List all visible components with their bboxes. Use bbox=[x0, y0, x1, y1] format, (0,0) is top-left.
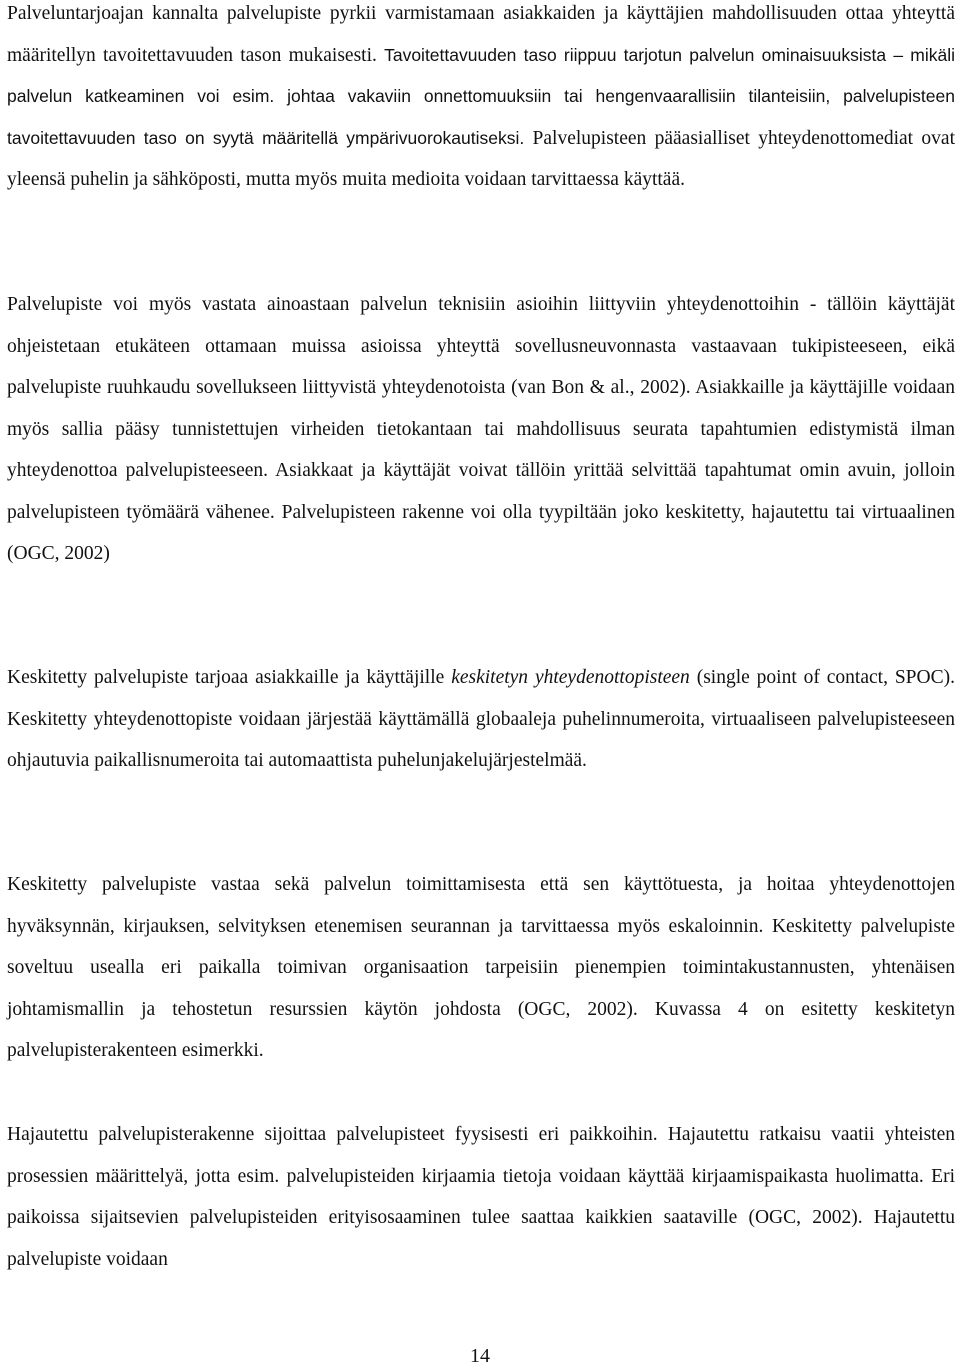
page-number: 14 bbox=[470, 1345, 490, 1367]
paragraph-3-emphasis: keskitetyn yhteydenottopisteen bbox=[451, 667, 690, 688]
paragraph-3-before: Keskitetty palvelupiste tarjoaa asiakkaille ja käyttäjille bbox=[7, 667, 452, 688]
paragraph-3 bbox=[7, 657, 955, 782]
paragraph-2: Palvelupiste voi myös vastata ainoastaan palvelun teknisiin asioihin liittyviin yhteydenottoihin - tällöin käyttäjät ohjeistetaan etukäteen ottamaan muissa asioissa yhteyttä sovellusneuvonnasta vastaavaan tukipisteeseen, eikä palvelupiste ruuhkaudu sovellukseen liittyvistä yhteydenotoista (van Bon & al., 2002). Asiakkaille ja käyttäjille voidaan myös sallia pääsy tunnistettujen virheiden tietokantaan tai mahdollisuus seurata tapahtumien edistymistä ilman yhteydenottoa palvelupisteeseen. Asiakkaat ja käyttäjät voivat tällöin yrittää selvittää tapahtumat omin avuin, jolloin palvelupisteen työmäärä vähenee. Palvelupisteen rakenne voi olla tyypiltään joko keskitetty, hajautettu tai virtuaalinen (OGC, 2002) bbox=[7, 294, 955, 564]
paragraph-1-part-3: Palvelupisteen pääasialliset yhteydenottomediat ovat yleensä puhelin ja sähköposti, mutta myös muita medioita voidaan tarvittaessa käyttää. bbox=[7, 127, 955, 190]
paragraph-5: Hajautettu palvelupisterakenne sijoittaa palvelupisteet fyysisesti eri paikkoihin. Hajautettu ratkaisu vaatii yhteisten prosessien määrittelyä, jotta esim. palvelupisteiden kirjaamia tietoja voidaan käyttää kirjaamispaikasta huolimatta. Eri paikoissa sijaitsevien palvelupisteiden erityisosaaminen tulee saattaa kaikkien saataville (OGC, 2002). Hajautettu palvelupiste voidaan bbox=[7, 1124, 955, 1270]
paragraph-4: Keskitetty palvelupiste vastaa sekä palvelun toimittamisesta että sen käyttötuesta, ja hoitaa yhteydenottojen hyväksynnän, kirjauksen, selvityksen etenemisen seurannan ja tarvittaessa myös eskaloinnin. Keskitetty palvelupiste soveltuu usealla eri paikalla toimivan organisaation tarpeisiin pienempien toimintakustannusten, yhtenäisen johtamismallin ja tehostetun resurssien käytön johdosta (OGC, 2002). Kuvassa 4 on esitetty keskitetyn palvelupisterakenteen esimerkki. bbox=[7, 874, 955, 1061]
paragraph-3-after: (single point of contact, SPOC). Keskitetty yhteydenottopiste voidaan järjestää käyttämällä globaaleja puhelinnumeroita, virtuaaliseen palvelupisteeseen ohjautuvia paikallisnumeroita tai automaattista puhelunjakelujärjestelmää. bbox=[7, 667, 955, 771]
paragraph-1-part-1: Palveluntarjoajan kannalta palvelupiste pyrkii varmistamaan asiakkaiden ja käyttäjien mahdollisuuden ottaa yhteyttä määritellyn tavoitettavuuden tason mukaisesti. bbox=[7, 3, 955, 66]
paragraph-1-part-2: Tavoitettavuuden taso riippuu tarjotun palvelun ominaisuuksista – mikäli palvelun katkeaminen voi esim. johtaa vakaviin onnettomuuksiin tai hengenvaarallisiin tilanteisiin, palvelupisteen tavoitettavuuden taso on syytä määritellä ympärivuorokautiseksi. bbox=[7, 44, 955, 148]
paragraph-1 bbox=[7, 0, 955, 201]
